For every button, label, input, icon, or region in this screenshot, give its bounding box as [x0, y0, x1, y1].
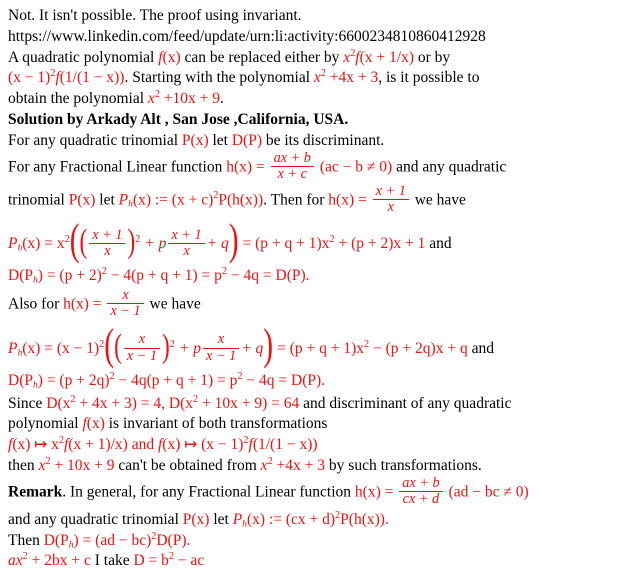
eq2-c: − 4(p + q + 1) = p	[106, 267, 222, 285]
eq1-plus-q: + q	[206, 235, 229, 253]
eq3-and: and	[467, 339, 494, 357]
ph-P: P(x)	[68, 191, 96, 209]
eq1-frac2-num: x + 1	[168, 228, 204, 244]
flf-h-label: h(x) =	[226, 158, 269, 176]
eq2-exp2: 2	[221, 265, 228, 277]
trinomial-P: P(x)	[181, 131, 209, 149]
concl-poly2: +4x + 3	[272, 457, 326, 475]
problem-text-g: .	[220, 90, 224, 108]
text-line-remark-2	[8, 510, 622, 530]
eq1-and: and	[425, 235, 452, 253]
problem-text-c: or by	[413, 48, 451, 66]
tr-f1: f	[8, 436, 13, 454]
flf-fraction	[271, 151, 314, 183]
text-line-remark	[8, 474, 622, 509]
equation-Ph-1	[8, 217, 622, 266]
problem-text-e: , is it possible to	[378, 69, 480, 87]
eq1-frac1-den: x	[104, 243, 111, 260]
expr2-f: f	[55, 69, 60, 87]
ph-def-a: (x) := (x + c)	[132, 191, 214, 209]
text-line-since	[8, 394, 622, 414]
eq4-a: D(P	[8, 371, 33, 389]
remark-fraction	[399, 476, 442, 508]
remark-text-a: . In general, for any Fractional Linear function	[62, 483, 355, 501]
eq1-fraction-2	[168, 228, 204, 260]
remark-condition: (ad − bc ≠ 0)	[448, 483, 529, 501]
concl-text-b: can't be obtained from	[114, 457, 261, 475]
text-line-intro	[8, 6, 622, 26]
eq3-fraction-2	[203, 332, 239, 364]
ph-text-d: we have	[410, 191, 466, 209]
concl-poly1: + 10x + 9	[50, 457, 115, 475]
since-exp-1: 2	[70, 393, 76, 405]
eq1-lhs: (x) = x	[22, 235, 65, 253]
concl-exp2: 2	[267, 455, 273, 467]
problem-text-f: obtain the polynomial	[8, 90, 148, 108]
eq3-frac1-num: x	[124, 332, 160, 348]
eq4-b: ) = (p + 2q)	[37, 371, 110, 389]
text-line-flf-def	[8, 149, 622, 184]
tr-d: (1/(1 − x))	[252, 436, 318, 454]
eq1-frac2-den: x	[183, 243, 190, 260]
poly2-rest: +10x + 9	[159, 90, 221, 108]
trinomial-DP: D(P)	[231, 131, 262, 149]
tr-c: (x) ↦ (x − 1)	[162, 436, 244, 454]
eq3-open-paren-inner: (	[114, 328, 122, 366]
text-line-remark-3	[8, 531, 622, 551]
ph-hx-den: x	[387, 199, 394, 216]
eq3-rhs-b: − (p + 2q)x + q	[369, 339, 468, 357]
text-line-also-for	[8, 289, 622, 321]
equation-Ph-2	[8, 322, 622, 368]
ph-P-sub: h	[128, 198, 133, 210]
concl-text-c: by such transformations.	[325, 457, 482, 475]
poly2-exp: 2	[154, 89, 160, 101]
eq2-a: D(P	[8, 267, 33, 285]
expr2-exp: 2	[50, 68, 56, 80]
text-line-problem-3	[8, 89, 622, 109]
text-line-conclusion	[8, 456, 622, 476]
remark3-b: ) = (ad − bc)	[73, 531, 152, 549]
since-disc-c: + 10x + 9) = 64	[198, 394, 300, 412]
solution-byline	[8, 110, 622, 130]
tr-exp1: 2	[58, 435, 64, 447]
remark3-c: D(P).	[156, 531, 191, 549]
since-text-a: Since	[8, 394, 47, 412]
expr-f-arg: (x + 1/x)	[359, 48, 414, 66]
eq2-b: ) = (p + 2)	[37, 267, 102, 285]
eq4-sub: h	[32, 379, 38, 391]
eq3-close-paren-outer: )	[263, 321, 274, 370]
eq3-lhs: (x) = (x − 1)	[22, 339, 100, 357]
flf-condition: (ac − b ≠ 0)	[319, 158, 393, 176]
ph-text-a: trinomial	[8, 191, 69, 209]
remark3-exp: 2	[151, 530, 157, 542]
eq3-lhs-exp: 2	[99, 338, 105, 350]
text-line-invariant	[8, 414, 622, 434]
concl-x2: x	[260, 457, 268, 475]
eq1-inner-exp: 2	[135, 234, 141, 246]
eq3-frac2-num: x	[203, 332, 239, 348]
solution-author: Solution by Arkady Alt , San Jose ,California, USA.	[8, 111, 349, 129]
text-line-url	[8, 27, 622, 47]
flf-numerator: ax + b	[271, 151, 314, 167]
eq1-rhs-exp: 2	[329, 234, 335, 246]
text-line-problem-1	[8, 48, 622, 68]
ph-def-b: P(h(x))	[218, 191, 264, 209]
poly2-x: x	[147, 90, 155, 108]
ph-text-b: let	[95, 191, 119, 209]
trinomial-text-a: For any quadratic trinomial	[8, 131, 182, 149]
text-line-problem-2	[8, 68, 622, 88]
final-exp1: 2	[22, 551, 28, 563]
poly1-x: x	[313, 69, 321, 87]
text-line-final	[8, 551, 622, 571]
since-disc-b: + 4x + 3) = 4, D(x	[75, 394, 194, 412]
eq4-c: − 4q(p + q + 1) = p	[114, 371, 238, 389]
eq3-close-paren-inner: )	[162, 328, 170, 366]
final-exp2: 2	[168, 551, 175, 563]
eq1-P-sub: h	[17, 243, 23, 255]
tr-a: (x) ↦ x	[12, 436, 59, 454]
ph-text-c: . Then for	[263, 191, 329, 209]
also-text-b: we have	[145, 295, 201, 313]
final-a: ax	[8, 552, 23, 570]
tr-f2: f	[63, 436, 69, 454]
eq1-close-paren-outer: )	[228, 217, 239, 266]
eq1-open-paren-outer: (	[69, 217, 80, 266]
also-frac-num: x	[107, 288, 143, 304]
remark3-sub: h	[68, 539, 74, 551]
since-text-b: and discriminant of any quadratic	[299, 394, 512, 412]
eq3-fraction-1	[124, 332, 160, 364]
eq4-exp2: 2	[237, 370, 243, 382]
eq1-P: P	[8, 235, 18, 253]
trinomial-text-b: let	[208, 131, 232, 149]
eq1-x-exp: 2	[64, 234, 70, 246]
eq1-plus-p: + p	[144, 235, 167, 253]
function-f-arg: (x)	[162, 48, 181, 66]
remark2-def-exp: 2	[335, 509, 341, 521]
remark2-def-a: (x) := (cx + d)	[246, 510, 336, 528]
remark2-P-sym: P	[232, 510, 243, 528]
eq3-plus-p: + p	[178, 339, 201, 357]
flf-denominator: x + c	[277, 166, 307, 183]
remark3-text-a: Then	[8, 531, 44, 549]
concl-text-a: then	[8, 457, 39, 475]
ph-hx-fraction	[373, 184, 409, 216]
eq1-fraction-1	[89, 228, 125, 260]
eq3-plus-q: + q	[241, 339, 264, 357]
remark2-def-b: P(h(x)).	[340, 510, 389, 528]
ph-hx-label: h(x) =	[328, 191, 371, 209]
eq3-inner-exp: 2	[169, 338, 175, 350]
flf-text-a: For any Fractional Linear function	[8, 158, 227, 176]
eq1-open-paren-inner: (	[79, 223, 88, 262]
eq4-d: − 4q = D(P).	[242, 371, 326, 389]
remark-frac-num: ax + b	[399, 476, 442, 492]
eq3-rhs-exp: 2	[364, 338, 370, 350]
also-text-a: Also for	[8, 295, 64, 313]
eq3-rhs-a: = (p + q + 1)x	[277, 339, 365, 357]
inv-text-a: polynomial	[8, 415, 83, 433]
eq1-close-paren-inner: )	[127, 223, 136, 262]
remark2-text-a: and any quadratic trinomial	[8, 510, 183, 528]
remark2-text-b: let	[209, 510, 233, 528]
equation-transformations	[8, 435, 622, 455]
eq3-P-sub: h	[17, 347, 23, 359]
ph-P-sym: P	[118, 191, 129, 209]
tr-f4: f	[248, 436, 253, 454]
expr-f: f	[355, 48, 360, 66]
eq4-exp1: 2	[109, 370, 115, 382]
problem-text-b: can be replaced either by	[180, 48, 344, 66]
expr2-f-arg: (1/(1 − x))	[59, 69, 125, 87]
concl-exp1: 2	[45, 455, 51, 467]
inv-f: f	[82, 415, 87, 433]
remark2-P-sub: h	[242, 518, 247, 530]
eq3-P: P	[8, 339, 18, 357]
eq1-rhs-a: = (p + q + 1)x	[242, 235, 330, 253]
remark-h-label: h(x) =	[354, 483, 398, 501]
linkedin-url[interactable]: https://www.linkedin.com/feed/update/urn:li:activity:6600234810860412928	[8, 27, 486, 45]
inv-text-b: is invariant of both transformations	[104, 415, 328, 433]
equation-DPh-1	[8, 264, 622, 288]
final-e: − ac	[174, 552, 205, 570]
inv-f-arg: (x)	[86, 415, 105, 433]
ph-hx-num: x + 1	[373, 184, 409, 200]
trinomial-text-c: be its discriminant.	[262, 131, 385, 149]
since-exp-2: 2	[193, 393, 199, 405]
tr-f3: f	[157, 436, 163, 454]
expr-x: x	[343, 48, 351, 66]
remark-frac-den: cx + d	[402, 491, 440, 508]
eq3-frac1-den: x − 1	[126, 347, 158, 364]
poly1-rest: +4x + 3	[325, 69, 379, 87]
poly1-exp: 2	[320, 68, 326, 80]
text-line-Ph-def	[8, 182, 622, 217]
eq3-open-paren-outer: (	[104, 321, 115, 370]
intro-text: Not. It isn't possible. The proof using invariant.	[8, 7, 302, 24]
concl-x1: x	[38, 457, 46, 475]
eq2-d: − 4q = D(P).	[227, 267, 310, 285]
remark3-a: D(P	[43, 531, 69, 549]
expr2-base: (x − 1)	[8, 69, 51, 87]
final-c: I take	[90, 552, 134, 570]
since-disc-a: D(x	[46, 394, 71, 412]
flf-text-b: and any quadratic	[392, 158, 507, 176]
final-b: + 2bx + c	[27, 552, 91, 570]
problem-text-d: . Starting with the polynomial	[124, 69, 314, 87]
remark2-P: P(x)	[182, 510, 210, 528]
text-line-trinomial-def	[8, 131, 622, 151]
function-f: f	[158, 48, 163, 66]
ph-def-exp: 2	[213, 189, 219, 201]
eq2-exp1: 2	[101, 265, 107, 277]
eq3-frac2-den: x − 1	[205, 347, 237, 364]
problem-text-a: A quadratic polynomial	[8, 48, 159, 66]
equation-DPh-2	[8, 369, 622, 393]
expr-x-exp: 2	[350, 47, 356, 59]
tr-b: (x + 1)/x) and	[68, 436, 158, 454]
also-h-label: h(x) =	[63, 295, 106, 313]
remark-label: Remark	[8, 483, 63, 501]
eq1-rhs-b: + (p + 2)x + 1	[334, 235, 426, 253]
eq2-sub: h	[32, 274, 38, 286]
tr-exp2: 2	[243, 435, 249, 447]
eq1-frac1-num: x + 1	[89, 228, 125, 244]
also-frac-den: x − 1	[110, 303, 141, 320]
final-d: D = b	[133, 552, 169, 570]
